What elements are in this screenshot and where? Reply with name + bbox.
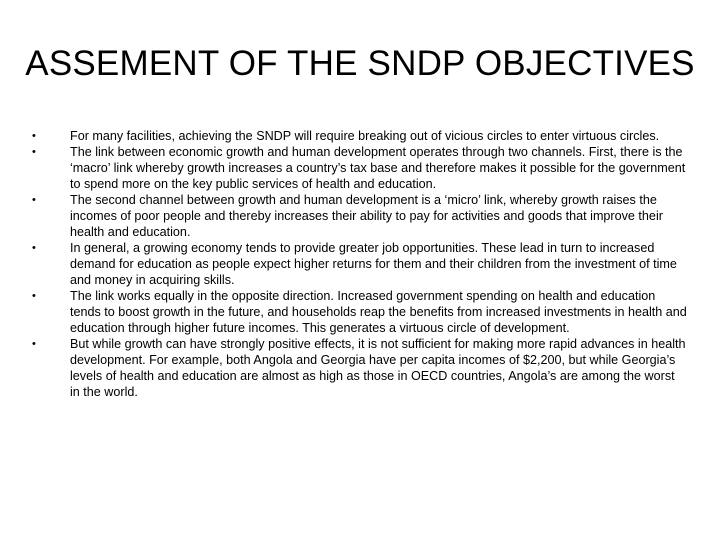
- bullet-text: But while growth can have strongly positive effects, it is not sufficient for making more rapid advances in health development. For example, both Angola and Georgia have per capita incomes of $2,200, but while Georgia’s levels of health and education are almost as high as those in OECD countries, Angola’s are among the worst in the world.: [70, 337, 686, 399]
- bullet-text: The second channel between growth and human development is a ‘micro’ link, whereby growth raises the incomes of poor people and thereby increases their ability to pay for activities and goods that improve their health and education.: [70, 193, 663, 239]
- bullet-item: [32, 240, 687, 288]
- bullet-item: [32, 192, 687, 240]
- bullet-item: [32, 288, 687, 336]
- bullet-text: For many facilities, achieving the SNDP will require breaking out of vicious circles to enter virtuous circles.: [70, 129, 660, 143]
- bullet-item: [32, 336, 687, 400]
- bullet-dot-icon: •: [32, 146, 36, 158]
- bullet-item: [32, 128, 687, 144]
- bullet-text: In general, a growing economy tends to provide greater job opportunities. These lead in turn to increased demand for education as people expect higher returns for them and their children from the investment of time and money in acquiring skills.: [70, 241, 677, 287]
- bullet-dot-icon: •: [32, 194, 36, 206]
- slide-title: ASSEMENT OF THE SNDP OBJECTIVES: [25, 44, 695, 83]
- bullet-dot-icon: •: [32, 130, 36, 142]
- bullet-text: The link between economic growth and human development operates through two channels. First, there is the ‘macro’ link whereby growth increases a country’s tax base and therefore makes it possible for the government to spend more on the key public services of health and education.: [70, 145, 686, 191]
- bullet-dot-icon: •: [32, 290, 36, 302]
- bullet-dot-icon: •: [32, 242, 36, 254]
- bullet-dot-icon: •: [32, 338, 36, 350]
- bullet-text: The link works equally in the opposite direction. Increased government spending on health and education tends to boost growth in the future, and households reap the benefits from increased investments in health and education through higher future incomes. This generates a virtuous circle of development.: [70, 289, 687, 335]
- bullet-item: [32, 144, 687, 192]
- bullet-list: [32, 128, 687, 400]
